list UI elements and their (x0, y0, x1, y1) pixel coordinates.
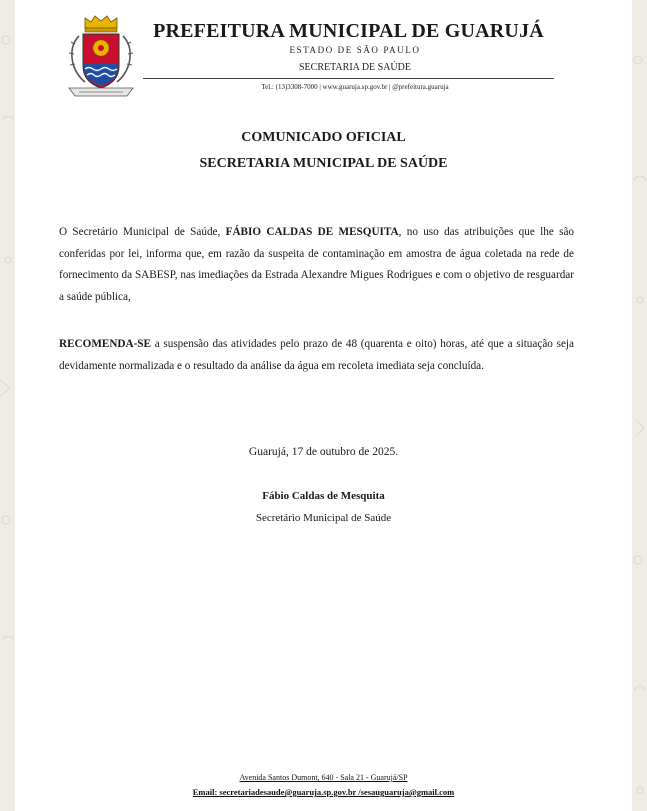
recommendation-body: a suspensão das atividades pelo prazo de 48 (quarenta e oito) horas, até que a situação seja devidamente normalizada e o resultado da análise da água em recoleta imediata seja concluída. (59, 338, 574, 372)
signatory-name: Fábio Caldas de Mesquita (262, 490, 385, 502)
recommendation-lead: RECOMENDA-SE (59, 338, 151, 350)
coat-of-arms-icon (61, 14, 141, 102)
municipality-title: PREFEITURA MUNICIPAL DE GUARUJÁ (153, 20, 544, 42)
footer-email: Email: secretariadesaude@guaruja.sp.gov.br /sesauguaruja@gmail.com (192, 787, 455, 797)
contact-line: Tel.: (13)3308-7000 | www.guaruja.sp.gov.br | @prefeitura.guaruja (261, 83, 449, 91)
state-label: ESTADO DE SÃO PAULO (289, 45, 421, 55)
document-heading: COMUNICADO OFICIAL (241, 130, 406, 145)
paragraph-recommendation (59, 334, 574, 377)
paragraph-body: , no uso das atribuições que lhe são conferidas por lei, informa que, em razão da suspeita de contaminação em amostra de água coletada na rede de fornecimento da SABESP, nas imediações da Estrada Alexandre Migues Rodrigues e com o objetivo de resguardar a saúde pública, (59, 226, 575, 303)
date-line: Guarujá, 17 de outubro de 2025. (248, 446, 399, 458)
secretariat-label: SECRETARIA DE SAÚDE (299, 62, 411, 73)
paragraph-lead: O Secretário Municipal de Saúde, (59, 226, 226, 238)
signatory-role: Secretário Municipal de Saúde (255, 512, 392, 524)
header-divider (143, 78, 554, 79)
footer-address: Avenida Santos Dumont, 640 - Sala 21 - Guarujá/SP (239, 773, 408, 782)
document-subheading: SECRETARIA MUNICIPAL DE SAÚDE (199, 156, 448, 171)
paragraph-announcement (59, 222, 574, 308)
secretary-name: FÁBIO CALDAS DE MESQUITA (225, 226, 399, 238)
document-page (15, 0, 632, 811)
